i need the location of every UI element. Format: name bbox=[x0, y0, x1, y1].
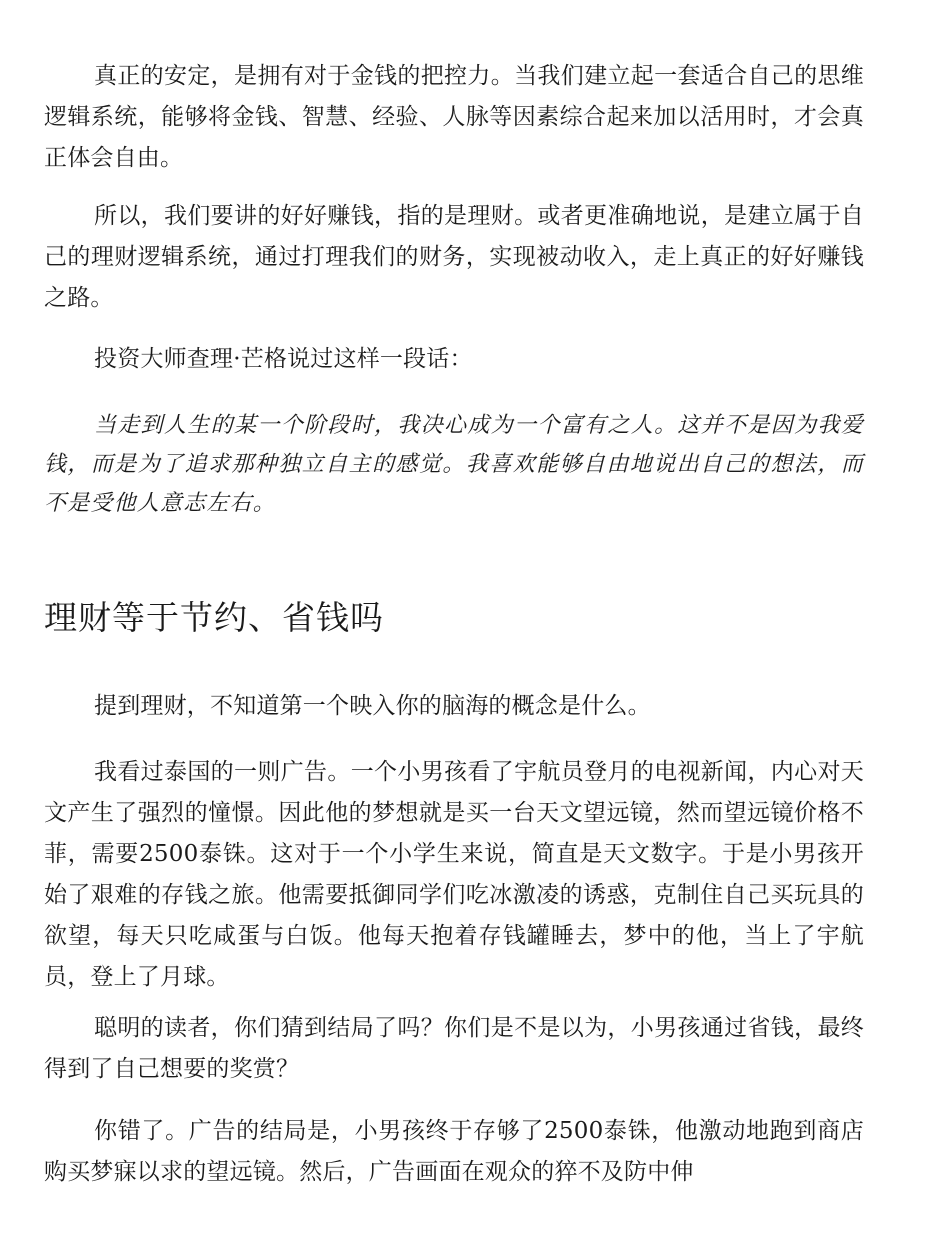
paragraph-wealth-management: 所以，我们要讲的好好赚钱，指的是理财。或者更准确地说，是建立属于自己的理财逻辑系统，通过打理我们的财务，实现被动收入，走上真正的好好赚钱之路。 bbox=[44, 203, 864, 311]
section-title: 理财等于节约、省钱吗 bbox=[44, 598, 384, 637]
paragraph-stability: 真正的安定，是拥有对于金钱的把控力。当我们建立起一套适合自己的思维逻辑系统，能够将金钱、智慧、经验、人脉等因素综合起来加以活用时，才会真正体会自由。 bbox=[44, 63, 864, 171]
paragraph-first-concept: 提到理财，不知道第一个映入你的脑海的概念是什么。 bbox=[94, 693, 651, 719]
munger-quote: 当走到人生的某一个阶段时，我决心成为一个富有之人。这并不是因为我爱钱，而是为了追求那种独立自主的感觉。我喜欢能够自由地说出自己的想法，而不是受他人意志左右。 bbox=[44, 413, 864, 516]
paragraph-ad-ending: 你错了。广告的结局是，小男孩终于存够了2500泰铢，他激动地跑到商店购买梦寐以求的望远镜。然后，广告画面在观众的猝不及防中伸 bbox=[44, 1118, 864, 1185]
paragraph-munger-intro: 投资大师查理·芒格说过这样一段话： bbox=[94, 346, 473, 372]
paragraph-thai-ad-story: 我看过泰国的一则广告。一个小男孩看了宇航员登月的电视新闻，内心对天文产生了强烈的憧憬。因此他的梦想就是买一台天文望远镜，然而望远镜价格不菲，需要2500泰铢。这对于一个小学生来说，简直是天文数字。于是小男孩开始了艰难的存钱之旅。他需要抵御同学们吃冰激凌的诱惑，克制住自己买玩具的欲望，每天只吃咸蛋与白饭。他每天抱着存钱罐睡去，梦中的他，当上了宇航员，登上了月球。 bbox=[44, 759, 864, 990]
paragraph-reader-question: 聪明的读者，你们猜到结局了吗？你们是不是以为，小男孩通过省钱，最终得到了自己想要的奖赏？ bbox=[44, 1015, 864, 1082]
